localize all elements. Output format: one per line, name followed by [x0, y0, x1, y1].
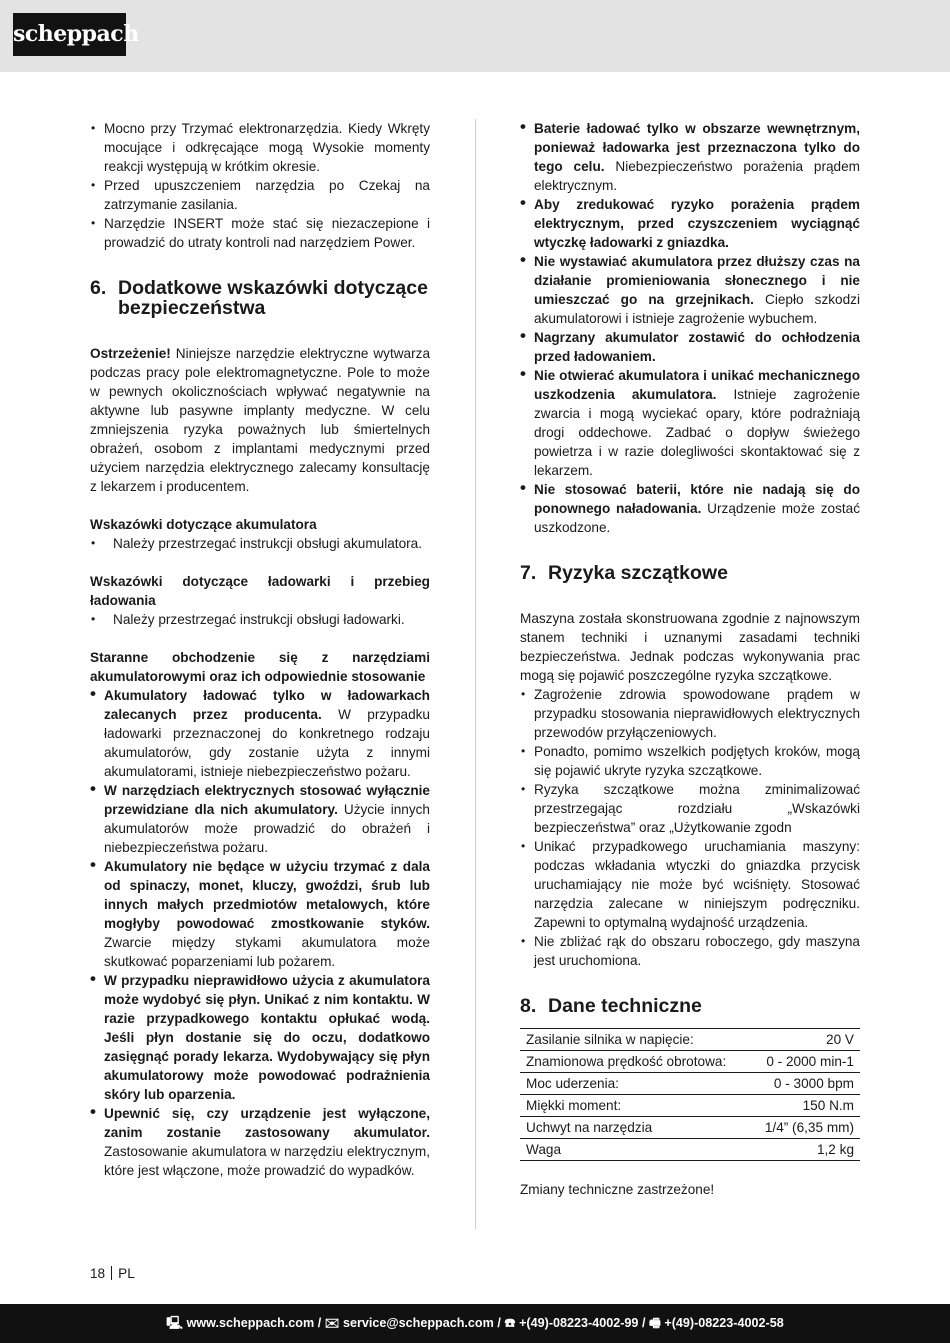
table-row [520, 1095, 860, 1117]
footer-website-link[interactable]: www.scheppach.com [186, 1316, 315, 1330]
list-item: • Należy przestrzegać instrukcji obsługi akumulatora. [90, 534, 430, 553]
item-bold: Upewnić się, czy urządzenie jest wyłączone, zanim zostanie zastosowany akumulator. [104, 1106, 430, 1140]
list-item: • Należy przestrzegać instrukcji obsługi ładowarki. [90, 610, 430, 629]
list-item: • Nie zbliżać rąk do obszaru roboczego, gdy maszyna jest uruchomiona. [520, 932, 860, 970]
tech-data-table [520, 1028, 860, 1161]
section-title: Dodatkowe wskazówki dotyczące bezpieczeństwa [118, 277, 428, 319]
table-cell-label: Zasilanie silnika w napięcie: [520, 1029, 750, 1051]
table-cell-value: 0 - 3000 bpm [750, 1073, 860, 1095]
careful-list [90, 686, 430, 1180]
item-bold: W przypadku nieprawidłowo użycia z akumulatora może wydobyć się płyn. Unikać z nim kontaktu. W razie przypadkowego kontaktu opłukać wodą. Jeśli płyn dostanie się do oczu, dodatkowo zasięgnąć porady lekarza. Wydobywający się płyn akumulatorowy może powodować podrażnienia skóry lub oparzenia. [104, 973, 430, 1102]
list-item: • Narzędzie INSERT może stać się niezaczepione i prowadzić do utraty kontroli nad narzędziem Power. [90, 214, 430, 252]
table-row [520, 1029, 860, 1051]
phone-icon: ☎ [504, 1316, 516, 1330]
footer-separator: / [317, 1316, 325, 1330]
list-item [520, 195, 860, 252]
item-text: W przypadku ładowarki przeznaczonej do konkretnego rodzaju akumulatorów, gdy zostanie użyta z innymi akumulatorami, istnieje niebezpieczeństwo pożaru. [104, 707, 430, 779]
item-bold: Akumulatory nie będące w użyciu trzymać z dala od spinaczy, monet, kluczy, gwoździ, śrub lub innych małych przedmiotów metalowych, które mogłyby powodować zmostkowanie styków. [104, 859, 430, 931]
list-item [90, 1104, 430, 1180]
item-text: Urządzenie może zostać uszkodzone. [534, 501, 860, 535]
footer-email-link[interactable]: service@scheppach.com [342, 1316, 494, 1330]
footer-fax: +(49)-08223-4002-58 [664, 1316, 784, 1330]
table-cell-value: 1/4” (6,35 mm) [750, 1117, 860, 1139]
item-text: Niebezpieczeństwo porażenia prądem elektrycznym. [534, 159, 861, 193]
table-cell-label: Znamionowa prędkość obrotowa: [520, 1051, 750, 1073]
item-bold: W narzędziach elektrycznych stosować wyłącznie przewidziane dla nich akumulatory. [104, 783, 430, 817]
list-item [520, 366, 860, 480]
warning-label: Ostrzeżenie! [90, 346, 171, 361]
charger-list [90, 610, 430, 629]
mail-icon: ✉ [324, 1316, 340, 1330]
table-row [520, 1117, 860, 1139]
item-bold: Nie stosować baterii, które nie nadają się do ponownego naładowania. [534, 482, 860, 516]
page-separator [111, 1266, 112, 1280]
table-cell-value: 1,2 kg [750, 1139, 860, 1161]
technical-note: Zmiany techniczne zastrzeżone! [520, 1182, 715, 1197]
table-row [520, 1051, 860, 1073]
list-item: • Ryzyka szczątkowe można zminimalizować przestrzegając rozdziału „Wskazówki bezpieczeństwa” oraz „Użytkowanie zgodn [520, 780, 860, 837]
warning-text: Niniejsze narzędzie elektryczne wytwarza podczas pracy pole elektromagnetyczne. Pole to może w pewnych okolicznościach wpływać negatywnie na aktywne lub pasywne implanty medyczne. W celu zmniejszenia ryzyka poważnych lub śmiertelnych obrażeń, osobom z implantami medycznymi przed użyciem narzędzia elektrycznego zalecamy konsultację z lekarzem i producentem. [90, 346, 431, 494]
section-number: 8. [520, 995, 537, 1017]
scheppach-logo: scheppach [13, 13, 126, 56]
item-bold: Baterie ładować tylko w obszarze wewnętrznym, ponieważ ładowarka jest przeznaczona tylko do tego celu. [534, 121, 860, 174]
table-cell-value: 150 N.m [750, 1095, 860, 1117]
item-text: Użycie innych akumulatorów może prowadzić do obrażeń i niebezpieczeństwa pożaru. [104, 802, 430, 855]
table-cell-label: Miękki moment: [520, 1095, 750, 1117]
battery-safety-list [520, 119, 860, 537]
list-item [520, 252, 860, 328]
list-item [90, 857, 430, 971]
section-6-heading [90, 278, 430, 318]
intro-list [90, 119, 430, 252]
item-bold: Nie otwierać akumulatora i unikać mechanicznego uszkodzenia akumulatora. [534, 368, 860, 402]
residual-risk-list [520, 685, 860, 970]
item-bold: Nagrzany akumulator zostawić do ochłodzenia przed ładowaniem. [534, 330, 860, 364]
list-item: • Ponadto, pomimo wszelkich podjętych kroków, mogą się pojawić ukryte ryzyka szczątkowe. [520, 742, 860, 780]
page-number-value: 18 [90, 1266, 106, 1281]
table-cell-label: Waga [520, 1139, 750, 1161]
list-item: • Mocno przy Trzymać elektronarzędzia. Kiedy Wkręty mocujące i odkręcające mogą Wysokie momenty reakcji występują w krótkim okresie. [90, 119, 430, 176]
list-item [90, 781, 430, 857]
list-item [520, 480, 860, 537]
footer-contact-bar [0, 1304, 950, 1343]
fax-icon: 🖷 [648, 1316, 661, 1330]
monitor-icon: 🖳 [166, 1316, 184, 1330]
charger-heading [90, 572, 430, 610]
section-number: 6. [90, 277, 107, 299]
item-text: Ciepło szkodzi akumulatorowi i istnieje zagrożenie wybuchem. [534, 292, 860, 326]
table-cell-label: Moc uderzenia: [520, 1073, 750, 1095]
item-bold: Akumulatory ładować tylko w ładowarkach zalecanych przez producenta. [104, 688, 430, 722]
careful-heading [90, 648, 430, 686]
header-band [0, 0, 950, 72]
battery-list [90, 534, 430, 553]
warning-paragraph [90, 344, 430, 496]
battery-heading [90, 515, 430, 534]
list-item [90, 971, 430, 1104]
section-number: 7. [520, 562, 537, 584]
item-text: Zwarcie między stykami akumulatora może skutkować poparzeniami lub pożarem. [104, 935, 430, 969]
item-text: Zastosowanie akumulatora w narzędziu elektrycznym, które jest włączone, może prowadzić do wypadków. [104, 1144, 430, 1178]
table-cell-label: Uchwyt na narzędzia [520, 1117, 750, 1139]
charger-heading-text: Wskazówki dotyczące ładowarki i przebieg ładowania [90, 574, 430, 608]
list-item [90, 686, 430, 781]
footer-separator: / [641, 1316, 649, 1330]
list-item: • Unikać przypadkowego uruchamiania maszyny: podczas wkładania wtyczki do gniazdka przycisk uruchamiający nie może być wciśnięty. Stosować narzędzia zalecane w niniejszym podręczniku. Zapewni to optymalną wydajność urządzenia. [520, 837, 860, 932]
page-number [90, 1266, 135, 1281]
page-language: PL [118, 1266, 135, 1281]
table-row [520, 1073, 860, 1095]
list-item: • Zagrożenie zdrowia spowodowane prądem w przypadku stosowania nieprawidłowych elektrycznych przewodów przyłączeniowych. [520, 685, 860, 742]
table-cell-value: 0 - 2000 min-1 [750, 1051, 860, 1073]
battery-heading-text: Wskazówki dotyczące akumulatora [90, 517, 317, 532]
right-column [520, 119, 860, 1199]
footer-separator: / [497, 1316, 505, 1330]
section-title: Dane techniczne [548, 995, 702, 1017]
item-bold: Aby zredukować ryzyko porażenia prądem elektrycznym, przed czyszczeniem wyciągnąć wtyczkę ładowarki z gniazdka. [534, 197, 860, 250]
left-column [90, 119, 430, 1180]
footer-phone: +(49)-08223-4002-99 [519, 1316, 639, 1330]
section-7-heading [520, 563, 860, 583]
list-item: • Przed upuszczeniem narzędzia po Czekaj na zatrzymanie zasilania. [90, 176, 430, 214]
list-item [520, 119, 860, 195]
table-row [520, 1139, 860, 1161]
section-8-heading [520, 996, 860, 1016]
section-7-intro: Maszyna została skonstruowana zgodnie z najnowszym stanem techniki i uznanymi zasadami techniki bezpieczeństwa. Jednak podczas wykonywania prac mogą się pojawić poszczególne ryzyka szczątkowe. [520, 611, 860, 683]
table-cell-value: 20 V [750, 1029, 860, 1051]
careful-heading-text: Staranne obchodzenie się z narzędziami akumulatorowymi oraz ich odpowiednie stosowanie [90, 650, 430, 684]
section-title: Ryzyka szczątkowe [548, 562, 728, 584]
column-divider [475, 119, 476, 1229]
item-bold: Nie wystawiać akumulatora przez dłuższy czas na działanie promieniowania słonecznego i nie umieszczać go na grzejnikach. [534, 254, 860, 307]
list-item [520, 328, 860, 366]
item-text: Istnieje zagrożenie zwarcia i mogą wyciekać opary, które podrażniają drogi oddechowe. Zadbać o dopływ świeżego powietrza i w razie dolegliwości skontaktować się z lekarzem. [534, 387, 861, 478]
